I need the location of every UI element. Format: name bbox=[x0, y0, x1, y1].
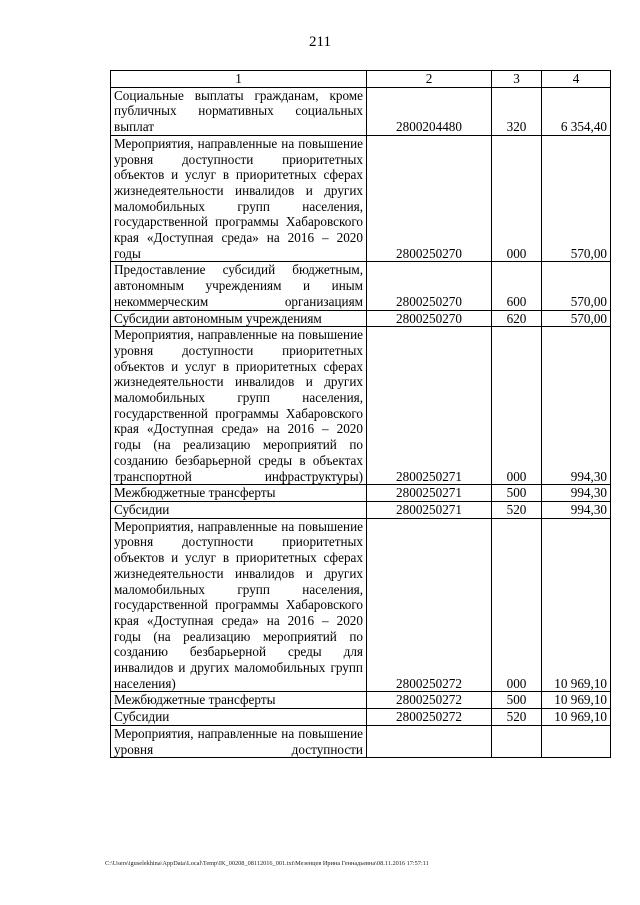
table-row bbox=[111, 501, 611, 518]
row-type: 500 bbox=[492, 485, 542, 502]
row-amount bbox=[542, 725, 611, 757]
row-amount: 994,30 bbox=[542, 327, 611, 485]
page-number: 211 bbox=[309, 34, 331, 50]
row-amount: 570,00 bbox=[542, 262, 611, 310]
table-row bbox=[111, 485, 611, 502]
row-name: Субсидии bbox=[111, 501, 367, 518]
row-name: Субсидии автономным учреждениям bbox=[111, 310, 367, 327]
table-row bbox=[111, 709, 611, 726]
row-code: 2800250270 bbox=[367, 135, 492, 262]
row-name: Мероприятия, направленные на повышение уровня доступности bbox=[111, 725, 367, 757]
row-type: 520 bbox=[492, 709, 542, 726]
row-type bbox=[492, 725, 542, 757]
row-name: Мероприятия, направленные на повышение уровня доступности приоритетных объектов и услуг в приоритетных сферах жизнедеятельности инвалидов и других маломобильных групп населения, государственной программы Хабаровского края «Доступная среда» на 2016 – 2020 годы (на реализацию мероприятий по созданию безбарьерной среды в объектах транспортной инфраструктуры) bbox=[111, 327, 367, 485]
row-amount: 10 969,10 bbox=[542, 709, 611, 726]
table-row bbox=[111, 87, 611, 135]
table-row bbox=[111, 135, 611, 262]
table-row bbox=[111, 692, 611, 709]
table-row bbox=[111, 262, 611, 310]
row-name: Субсидии bbox=[111, 709, 367, 726]
row-code: 2800250271 bbox=[367, 485, 492, 502]
row-amount: 994,30 bbox=[542, 485, 611, 502]
row-amount: 994,30 bbox=[542, 501, 611, 518]
table-row bbox=[111, 725, 611, 757]
file-path-footer: C:\Users\iguselekhina\AppData\Local\Temp\IK_00208_08112016_001.txt\Мезенцев Ирина Геннадьевна\08.11.2016 17:57:11 bbox=[105, 860, 429, 867]
row-type: 620 bbox=[492, 310, 542, 327]
header-col-3: 3 bbox=[492, 71, 542, 88]
table-row bbox=[111, 518, 611, 692]
row-type: 320 bbox=[492, 87, 542, 135]
budget-table bbox=[110, 70, 611, 758]
row-name: Социальные выплаты гражданам, кроме публичных нормативных социальных выплат bbox=[111, 87, 367, 135]
row-name: Предоставление субсидий бюджетным, автономным учреждениям и иным некоммерческим организациям bbox=[111, 262, 367, 310]
header-col-2: 2 bbox=[367, 71, 492, 88]
row-amount: 6 354,40 bbox=[542, 87, 611, 135]
row-name: Межбюджетные трансферты bbox=[111, 485, 367, 502]
table-row bbox=[111, 310, 611, 327]
row-type: 520 bbox=[492, 501, 542, 518]
header-col-1: 1 bbox=[111, 71, 367, 88]
row-name: Мероприятия, направленные на повышение уровня доступности приоритетных объектов и услуг в приоритетных сферах жизнедеятельности инвалидов и других маломобильных групп населения, государственной программы Хабаровского края «Доступная среда» на 2016 – 2020 годы (на реализацию мероприятий по созданию безбарьерной среды для инвалидов и других маломобильных групп населения) bbox=[111, 518, 367, 692]
row-amount: 570,00 bbox=[542, 135, 611, 262]
row-name: Мероприятия, направленные на повышение уровня доступности приоритетных объектов и услуг в приоритетных сферах жизнедеятельности инвалидов и других маломобильных групп населения, государственной программы Хабаровского края «Доступная среда» на 2016 – 2020 годы bbox=[111, 135, 367, 262]
row-code: 2800204480 bbox=[367, 87, 492, 135]
row-code: 2800250271 bbox=[367, 501, 492, 518]
table-row bbox=[111, 327, 611, 485]
row-type: 000 bbox=[492, 135, 542, 262]
row-code: 2800250272 bbox=[367, 709, 492, 726]
row-code: 2800250270 bbox=[367, 310, 492, 327]
row-code: 2800250271 bbox=[367, 327, 492, 485]
row-code: 2800250272 bbox=[367, 692, 492, 709]
row-code: 2800250272 bbox=[367, 518, 492, 692]
row-type: 000 bbox=[492, 518, 542, 692]
row-type: 000 bbox=[492, 327, 542, 485]
row-type: 600 bbox=[492, 262, 542, 310]
row-amount: 10 969,10 bbox=[542, 692, 611, 709]
row-code bbox=[367, 725, 492, 757]
row-code: 2800250270 bbox=[367, 262, 492, 310]
header-col-4: 4 bbox=[542, 71, 611, 88]
row-amount: 570,00 bbox=[542, 310, 611, 327]
row-amount: 10 969,10 bbox=[542, 518, 611, 692]
table-header-row bbox=[111, 71, 611, 88]
row-name: Межбюджетные трансферты bbox=[111, 692, 367, 709]
row-type: 500 bbox=[492, 692, 542, 709]
